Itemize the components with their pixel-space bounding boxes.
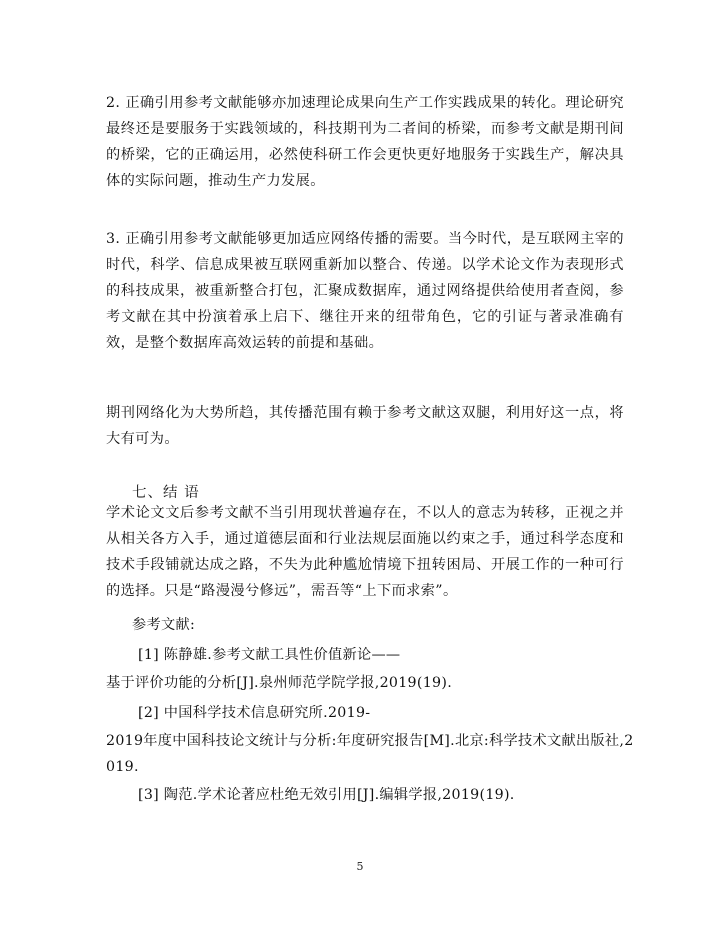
paragraph-conclusion: 学术论文文后参考文献不当引用现状普遍存在，不以人的意志为转移，正视之并从相关各方入手，通过道德层面和行业法规层面施以约束之手，通过科学态度和技术手段铺就达成之路，不失为此种尴尬情境下扭转困局、开展工作的一种可行的选择。只是“路漫漫兮修远”，需吾等“上下而求索”。 <box>106 505 624 599</box>
references-title: 参考文献: <box>132 617 196 633</box>
reference-1-line-2: 基于评价功能的分析[J].泉州师范学院学报,2019(19). <box>106 675 453 691</box>
reference-2-line-2: 2019年度中国科技论文统计与分析:年度研究报告[M].北京:科学技术文献出版社,2 <box>106 733 634 749</box>
paragraph-2: 2. 正确引用参考文献能够亦加速理论成果向生产工作实践成果的转化。理论研究最终还是要服务于实践领域的，科技期刊为二者间的桥梁，而参考文献是期刊间的桥梁，它的正确运用，必然使科研工作会更快更好地服务于实践生产，解决具体的实际问题，推动生产力发展。 <box>106 95 624 189</box>
reference-1-line-1: [1] 陈静雄.参考文献工具性价值新论—— <box>138 647 401 663</box>
reference-2-line-3: 019. <box>106 759 139 775</box>
reference-2-line-1: [2] 中国科学技术信息研究所.2019- <box>138 705 371 721</box>
reference-3-line-1: [3] 陶范.学术论著应杜绝无效引用[J].编辑学报,2019(19). <box>138 787 515 803</box>
paragraph-3: 3. 正确引用参考文献能够更加适应网络传播的需要。当今时代，是互联网主宰的时代，科学、信息成果被互联网重新加以整合、传递。以学术论文作为表现形式的科技成果，被重新整合打包，汇聚成数据库，通过网络提供给使用者查阅，参考文献在其中扮演着承上启下、继往开来的纽带角色，它的引证与著录准确有效，是整个数据库高效运转的前提和基础。 <box>106 231 624 351</box>
paragraph-network: 期刊网络化为大势所趋，其传播范围有赖于参考文献这双腿，利用好这一点，将大有可为。 <box>106 405 624 447</box>
section-heading-conclusion: 七、结 语 <box>132 485 200 501</box>
page-number: 5 <box>356 860 364 873</box>
